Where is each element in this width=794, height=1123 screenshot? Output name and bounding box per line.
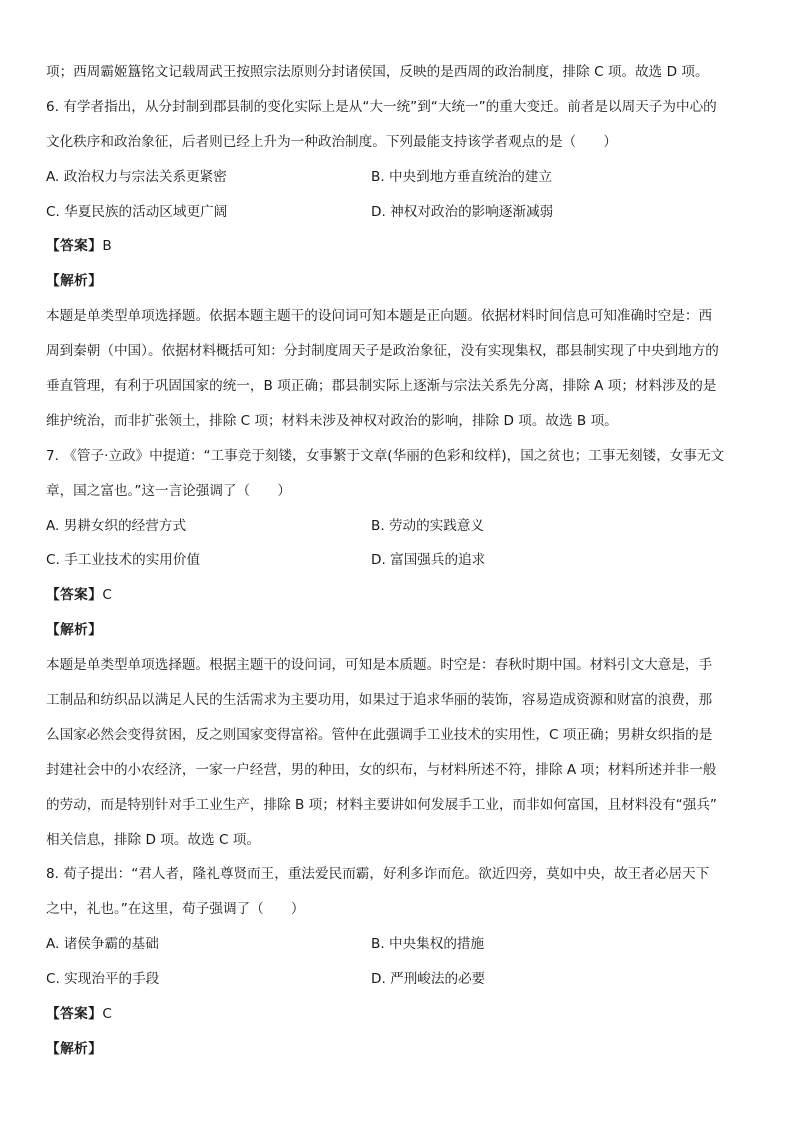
option-left: C. 实现治平的手段	[46, 971, 160, 988]
options-row	[46, 543, 758, 578]
text-line: 周到秦朝（中国）。依据材料概括可知：分封制度周天子是政治象征，没有实现集权，郡县制实现了中央到地方的	[46, 343, 719, 360]
section-label-line	[46, 1032, 758, 1067]
section-label: 【答案】	[46, 1006, 103, 1023]
section-label-line	[46, 613, 758, 648]
text-line: 的劳动，而是特别针对手工业生产，排除 B 项；材料主要讲如何发展手工业，而非如何富国，且材料没有“强兵”	[46, 796, 717, 813]
option-right: B. 劳动的实践意义	[371, 517, 485, 534]
section-value: C	[102, 1006, 112, 1023]
section-label: 【答案】	[46, 587, 103, 604]
section-label-line	[46, 997, 758, 1032]
section-label-line	[46, 264, 758, 299]
section-label-line	[46, 578, 758, 613]
section-label: 【解析】	[46, 1040, 103, 1057]
text-line: 工制品和纺织品以满足人民的生活需求为主要功用，如果过于追求华丽的装饰，容易造成资源和财富的浪费，那	[46, 692, 713, 709]
option-left: A. 政治权力与宗法关系更紧密	[46, 168, 227, 185]
section-label: 【解析】	[46, 622, 103, 639]
text-line: 7. 《管子·立政》中提道：“工事竞于刻镂，女事繁于文章(华丽的色彩和纹样)，国之贫也；工事无刻镂，女事无文	[46, 447, 725, 464]
document-page	[46, 55, 758, 1067]
options-row	[46, 160, 758, 195]
text-line: 6. 有学者指出，从分封制到郡县制的变化实际上是从“大一统”到“大统一”的重大变迁。前者是以周天子为中心的	[46, 98, 717, 115]
option-right: D. 富国强兵的追求	[371, 552, 486, 569]
section-value: B	[102, 238, 112, 255]
text-line: 么国家必然会变得贫困，反之则国家变得富裕。管仲在此强调手工业技术的实用性，C 项正确；男耕女织指的是	[46, 726, 713, 743]
section-label-line	[46, 229, 758, 264]
option-left: A. 诸侯争霸的基础	[46, 936, 159, 953]
text-line: 章，国之富也。”这一言论强调了（ ）	[46, 482, 291, 499]
section-label: 【解析】	[46, 273, 103, 290]
text-line: 垂直管理，有利于巩固国家的统一，B 项正确；郡县制实际上逐渐与宗法关系先分离，排除 A 项；材料涉及的是	[46, 378, 717, 395]
text-line: 维护统治，而非扩张领土，排除 C 项；材料未涉及神权对政治的影响，排除 D 项。故选 B 项。	[46, 412, 618, 429]
text-line: 之中，礼也。”在这里，荀子强调了（ ）	[46, 901, 305, 918]
option-left: A. 男耕女织的经营方式	[46, 517, 187, 534]
option-right: D. 严刑峻法的必要	[371, 971, 486, 988]
option-left: C. 手工业技术的实用价值	[46, 552, 201, 569]
text-line: 封建社会中的小农经济，一家一户经营，男的种田，女的织布，与材料所述不符，排除 A 项；材料所述并非一般	[46, 761, 717, 778]
text-line: 本题是单类型单项选择题。依据本题主题干的设问词可知本题是正向题。依据材料时间信息可知准确时空是：西	[46, 308, 713, 325]
options-row	[46, 195, 758, 230]
options-row	[46, 927, 758, 962]
text-line: 文化秩序和政治象征，后者则已经上升为一种政治制度。下列最能支持该学者观点的是（ ）	[46, 133, 617, 150]
text-line: 本题是单类型单项选择题。根据主题干的设问词，可知是本质题。时空是：春秋时期中国。材料引文大意是，手	[46, 657, 713, 674]
option-right: D. 神权对政治的影响逐渐减弱	[371, 203, 554, 220]
option-right: B. 中央集权的措施	[371, 936, 485, 953]
option-right: B. 中央到地方垂直统治的建立	[371, 168, 553, 185]
options-row	[46, 509, 758, 544]
option-left: C. 华夏民族的活动区域更广阔	[46, 203, 228, 220]
options-row	[46, 962, 758, 997]
text-line: 项；西周霸姬簋铭文记载周武王按照宗法原则分封诸侯国，反映的是西周的政治制度，排除 C 项。故选 D 项。	[46, 64, 709, 80]
section-label: 【答案】	[46, 238, 103, 255]
text-line: 相关信息，排除 D 项。故选 C 项。	[46, 831, 260, 848]
text-line: 8. 荀子提出：“君人者，隆礼尊贤而王，重法爱民而霸，好利多诈而危。欲近四旁，莫如中央，故王者必居天下	[46, 866, 710, 883]
section-value: C	[102, 587, 112, 604]
